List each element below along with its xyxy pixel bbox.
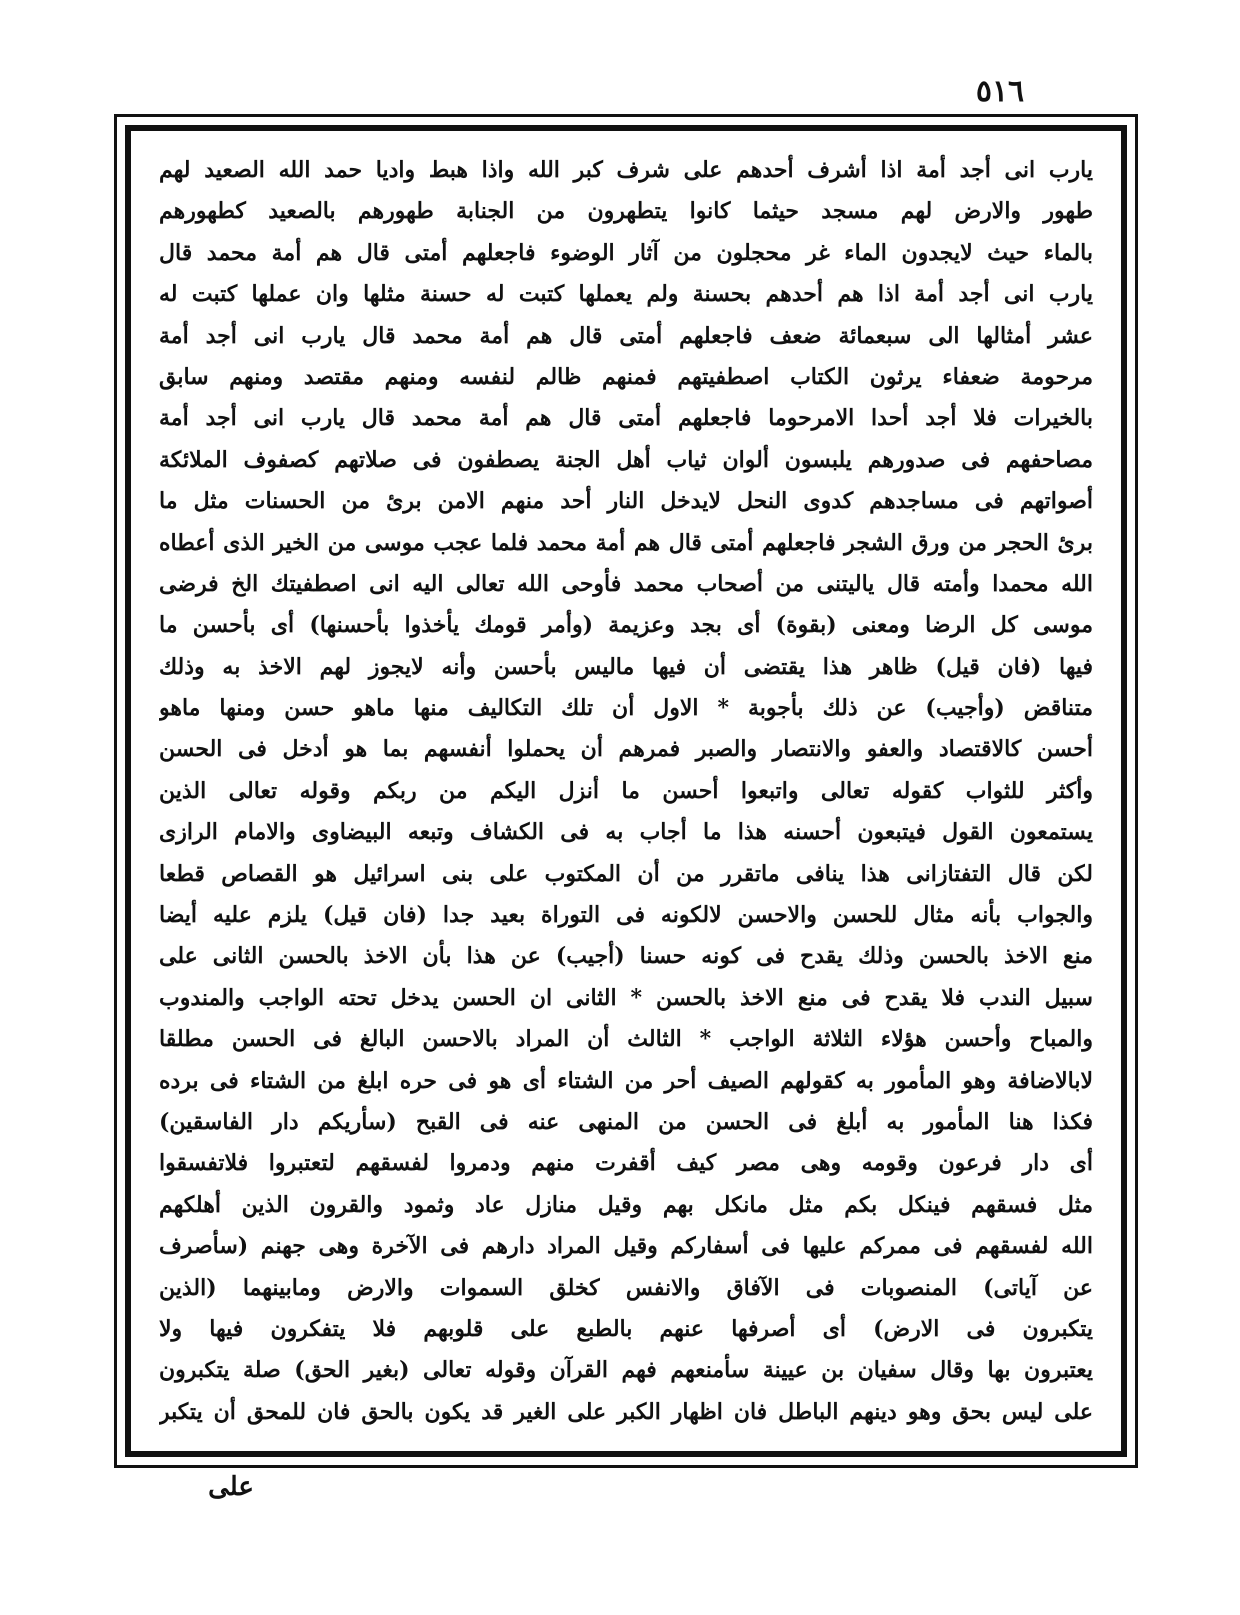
text-line: بالخيرات فلا أجد أحدا الامرحوما فاجعلهم أمتى قال هم أمة محمد قال يارب انى أجد أمة xyxy=(159,405,1093,432)
text-line: يارب انى أجد أمة اذا هم أحدهم بحسنة ولم يعملها كتبت له حسنة مثلها وان عملها كتبت له xyxy=(159,281,1093,308)
text-line: أصواتهم فى مساجدهم كدوى النحل لايدخل النار أحد منهم الامن برئ من الحسنات مثل ما xyxy=(159,488,1093,515)
text-line: عن آياتى) المنصوبات فى الآفاق والانفس كخلق السموات والارض ومابينهما (الذين xyxy=(159,1274,1093,1301)
text-line: يستمعون القول فيتبعون أحسنه هذا ما أجاب به فى الكشاف وتبعه البيضاوى والامام الرازى xyxy=(159,819,1093,846)
text-line: يتكبرون فى الارض) أى أصرفها عنهم بالطبع على قلوبهم فلا يتفكرون فيها ولا xyxy=(159,1315,1093,1342)
text-line: بالماء حيث لايجدون الماء غر محجلون من آثار الوضوء فاجعلهم أمتى قال هم أمة محمد قال xyxy=(159,239,1093,266)
catchword: على xyxy=(208,1472,254,1502)
text-line: منع الاخذ بالحسن وذلك يقدح فى كونه حسنا (أجيب) عن هذا بأن الاخذ بالحسن الثانى على xyxy=(159,943,1093,970)
text-line: وأكثر للثواب كقوله تعالى واتبعوا أحسن ما أنزل اليكم من ربكم وقوله تعالى الذين xyxy=(159,777,1093,804)
page-frame xyxy=(114,114,1138,1468)
text-line: يعتبرون بها وقال سفيان بن عيينة سأمنعهم فهم القرآن وقوله تعالى (بغير الحق) صلة يتكبرون xyxy=(159,1357,1093,1384)
text-line: متناقض (وأجيب) عن ذلك بأجوبة * الاول أن تلك التكاليف منها ماهو حسن ومنها ماهو xyxy=(159,695,1093,722)
text-line: الله محمدا وأمته قال ياليتنى من أصحاب محمد فأوحى الله تعالى اليه انى اصطفيتك الخ فرضى xyxy=(159,570,1093,597)
text-line: على ليس بحق وهو دينهم الباطل فان اظهار الكبر على الغير قد يكون بالحق فان للمحق أن يتكبر xyxy=(159,1398,1093,1425)
text-line: أى دار فرعون وقومه وهى مصر كيف أقفرت منهم ودمروا لفسقهم لتعتبروا فلاتفسقوا xyxy=(159,1150,1093,1177)
text-line: لابالاضافة وهو المأمور به كقولهم الصيف أحر من الشتاء أى هو فى حره ابلغ من الشتاء فى برده xyxy=(159,1067,1093,1094)
text-line: يارب انى أجد أمة اذا أشرف أحدهم على شرف كبر الله واذا هبط واديا حمد الله الصعيد لهم xyxy=(159,157,1093,183)
text-line: سبيل الندب فلا يقدح فى منع الاخذ بالحسن * الثانى ان الحسن يدخل تحته الواجب والمندوب xyxy=(159,984,1093,1011)
text-line: والمباح وأحسن هؤلاء الثلاثة الواجب * الثالث أن المراد بالاحسن البالغ فى الحسن مطلقا xyxy=(159,1026,1093,1053)
text-line: أحسن كالاقتصاد والعفو والانتصار والصبر فمرهم أن يحملوا أنفسهم بما هو أدخل فى الحسن xyxy=(159,736,1093,763)
text-line: طهور والارض لهم مسجد حيثما كانوا يتطهرون من الجنابة طهورهم بالصعيد كطهورهم xyxy=(159,198,1093,225)
text-line: برئ الحجر من ورق الشجر فاجعلهم أمتى قال هم أمة محمد فلما عجب موسى من الخير الذى أعطاه xyxy=(159,529,1093,556)
text-line: عشر أمثالها الى سبعمائة ضعف فاجعلهم أمتى قال هم أمة محمد قال يارب انى أجد أمة xyxy=(159,322,1093,349)
text-line: والجواب بأنه مثال للحسن والاحسن لالكونه فى التوراة بعيد جدا (فان قيل) يلزم عليه أيضا xyxy=(159,902,1093,929)
main-text xyxy=(159,153,1093,1429)
text-line: فكذا هنا المأمور به أبلغ فى الحسن من المنهى عنه فى القبح (سأريكم دار الفاسقين) xyxy=(159,1108,1093,1135)
text-line: موسى كل الرضا ومعنى (بقوة) أى بجد وعزيمة (وأمر قومك يأخذوا بأحسنها) أى بأحسن ما xyxy=(159,612,1093,639)
text-line: مصاحفهم فى صدورهم يلبسون ألوان ثياب أهل الجنة يصطفون فى صلاتهم كصفوف الملائكة xyxy=(159,446,1093,473)
page-number: ٥١٦ xyxy=(975,74,1025,109)
text-line: فيها (فان قيل) ظاهر هذا يقتضى أن فيها ماليس بأحسن وأنه لايجوز لهم الاخذ به وذلك xyxy=(159,653,1093,680)
text-line: الله لفسقهم فى ممركم عليها فى أسفاركم وقيل المراد دارهم فى الآخرة وهى جهنم (سأصرف xyxy=(159,1233,1093,1260)
text-line: مرحومة ضعفاء يرثون الكتاب اصطفيتهم فمنهم ظالم لنفسه ومنهم مقتصد ومنهم سابق xyxy=(159,363,1093,390)
text-line: لكن قال التفتازانى هذا ينافى ماتقرر من أن المكتوب على بنى اسرائيل هو القصاص قطعا xyxy=(159,860,1093,887)
text-line: مثل فسقهم فينكل بكم مثل مانكل بهم وقيل منازل عاد وثمود والقرون الذين أهلكهم xyxy=(159,1191,1093,1218)
page-frame-inner xyxy=(125,125,1127,1457)
